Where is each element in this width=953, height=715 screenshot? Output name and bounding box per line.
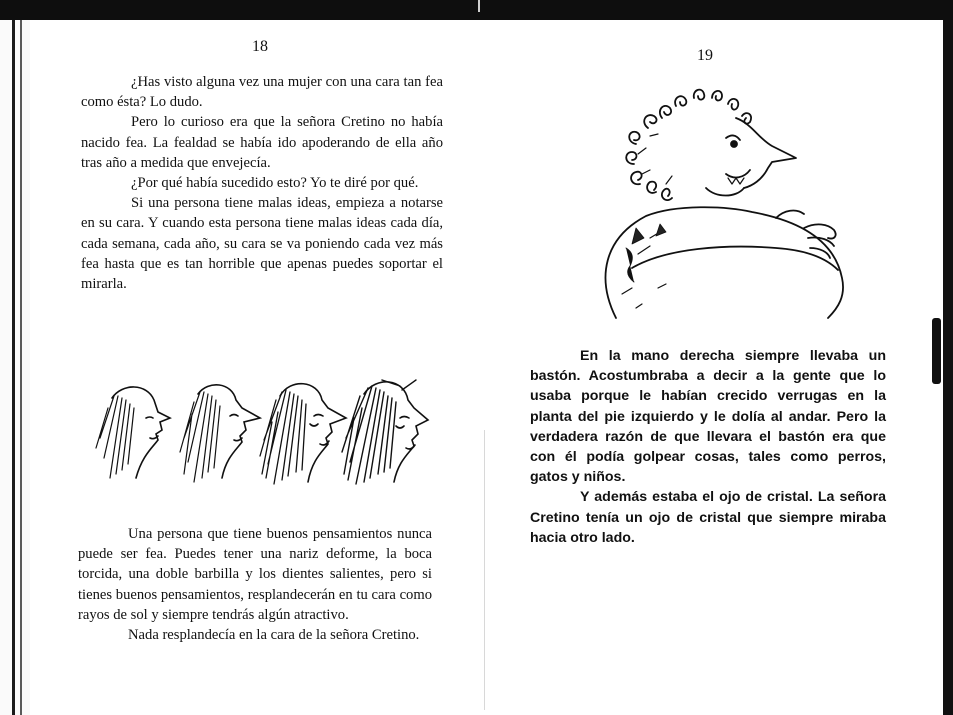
edge-line [12, 20, 15, 715]
paragraph: Nada resplandecía en la cara de la señora Cretino. [128, 627, 420, 644]
face-3-drawing [260, 384, 346, 484]
scan-left-edge [0, 20, 30, 715]
paragraph: Si una persona tiene malas ideas, empieza a notarse en su cara. Y cuando esta persona tiene malas ideas cada día, cada semana, cada año, su cara se va poniendo cada vez más fea hasta que es tan horrible que apenas puedes soportar el mirarla. [81, 195, 443, 293]
paragraph: Una persona que tiene buenos pensamientos nunca puede ser fea. Puedes tener una nariz deforme, la boca torcida, una doble barbilla y los dientes salientes, pero si tienes buenos pensamientos, resplandecerán en tu cara como rayos de sol y siempre tendrás algún atractivo. [78, 526, 432, 623]
four-faces-illustration [92, 378, 432, 496]
face-4-drawing [342, 380, 428, 484]
mrs-twit-illustration [576, 88, 866, 320]
paragraph: Y además estaba el ojo de cristal. La señora Cretino tenía un ojo de cristal que siempre miraba hacia otro lado. [530, 489, 886, 546]
scan-right-edge [943, 20, 953, 715]
page-number-left: 18 [252, 38, 268, 55]
paragraph: Pero lo curioso era que la señora Cretino no había nacido fea. La fealdad se había ido apoderando de ella año tras año a medida que envejecía. [81, 114, 443, 171]
left-page-bottom-text [78, 524, 432, 645]
right-page-text [530, 346, 886, 548]
spine-notch [478, 0, 480, 12]
left-page-top-text [81, 72, 443, 294]
paragraph: ¿Por qué había sucedido esto? Yo te diré por qué. [131, 175, 419, 192]
paragraph: En la mano derecha siempre llevaba un bastón. Acostumbraba a decir a la gente que lo usaba porque le habían crecido verrugas en la planta del pie izquierdo y le dolía al andar. Pero la verdadera razón de que llevara el bastón era que con él podía golpear cosas, tales como perros, gatos y niños. [530, 348, 886, 486]
page-number-right: 19 [697, 47, 713, 64]
face-2-drawing [180, 385, 260, 482]
paragraph: ¿Has visto alguna vez una mujer con una cara tan fea como ésta? Lo dudo. [81, 74, 443, 111]
face-profile [706, 118, 796, 196]
body-and-arms [606, 207, 844, 318]
book-gutter [484, 430, 485, 710]
edge-line [20, 20, 22, 715]
scan-top-border [0, 0, 953, 20]
face-1-drawing [96, 387, 170, 478]
scan-artifact [932, 318, 941, 384]
